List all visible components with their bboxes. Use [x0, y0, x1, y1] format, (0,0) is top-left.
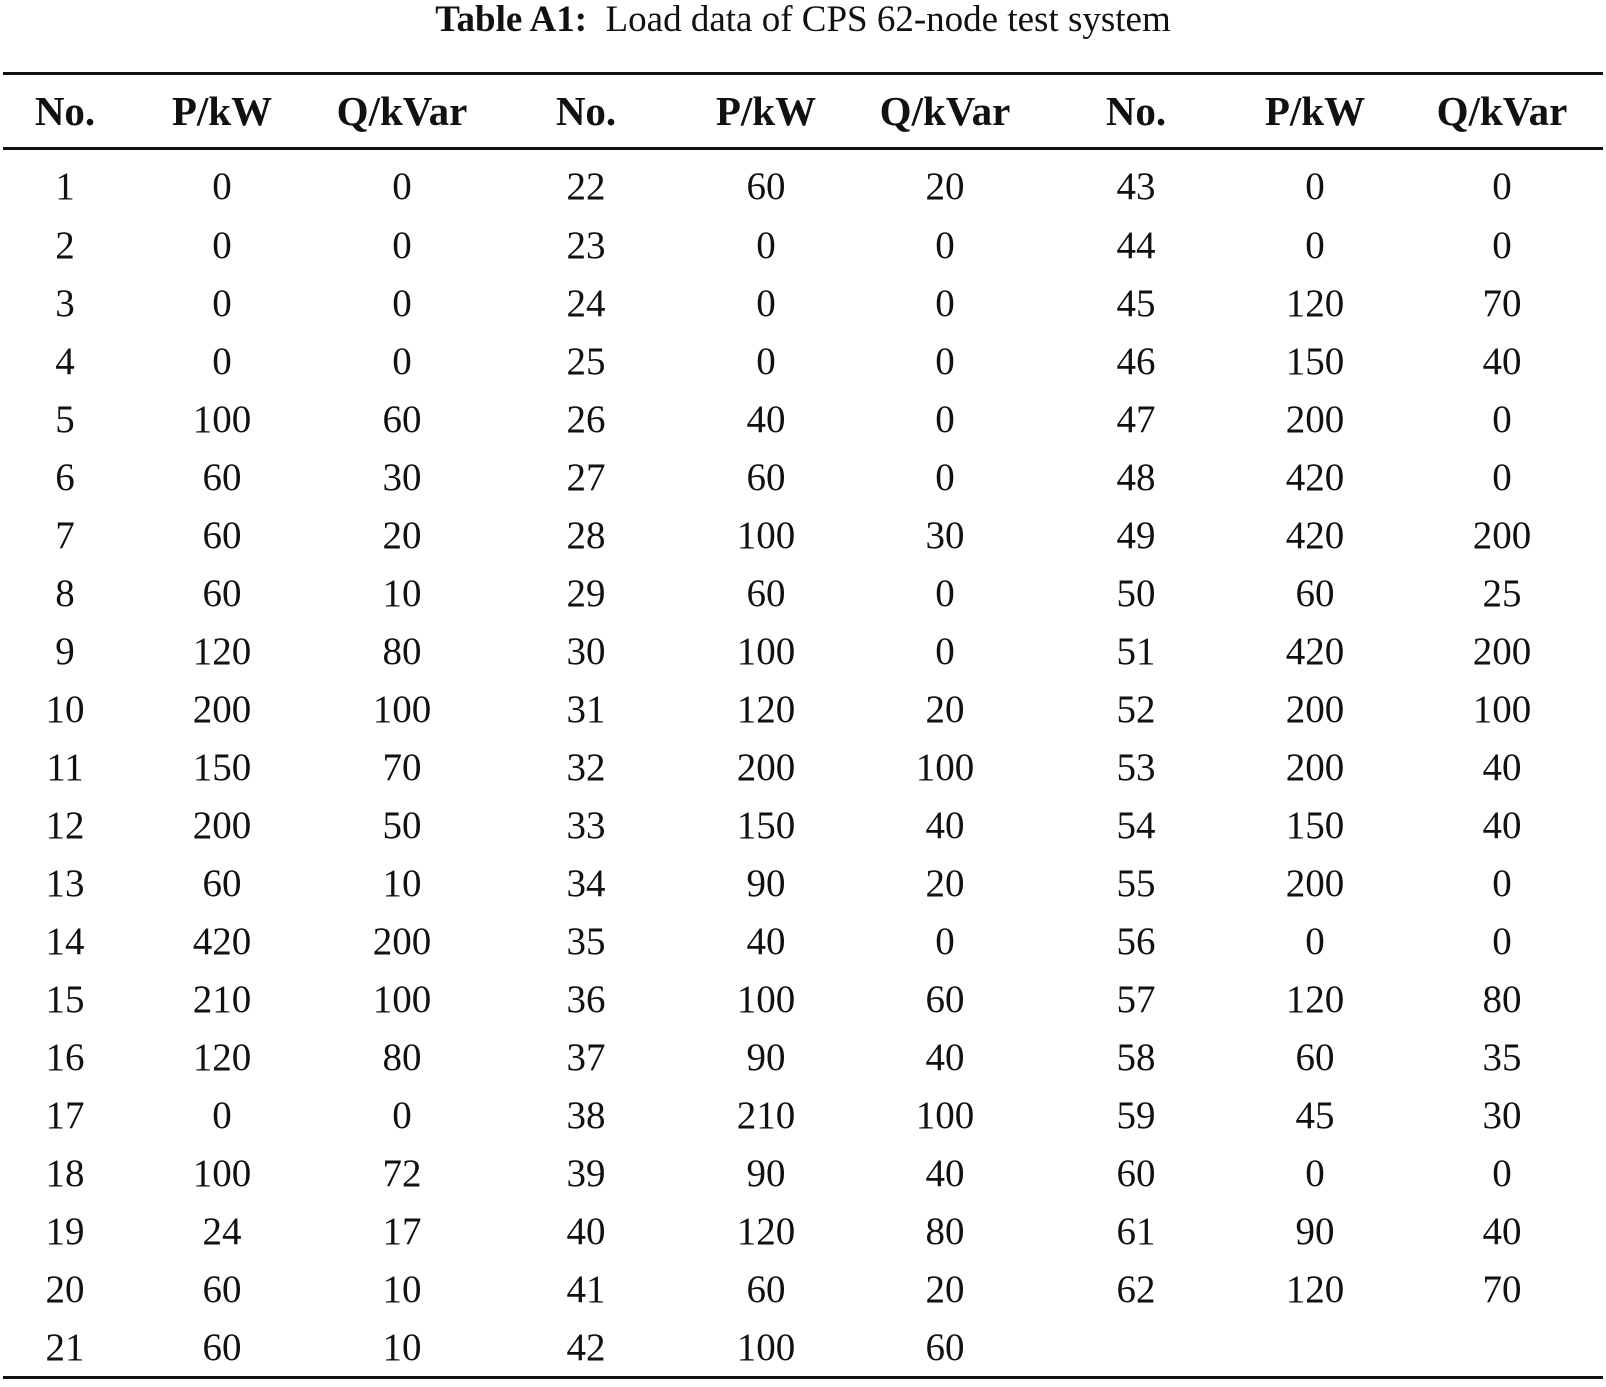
- table-row: [3, 506, 1603, 564]
- table-cell: 55: [1116, 861, 1156, 905]
- table-cell: 20: [925, 164, 965, 208]
- table-cell: 60: [746, 455, 786, 499]
- table-cell: 0: [935, 919, 955, 963]
- header-col-no-1: No.: [34, 88, 96, 134]
- table-cell: 0: [1492, 397, 1512, 441]
- table-cell: 120: [1285, 1267, 1345, 1311]
- table-cell: 100: [736, 513, 796, 557]
- table-cell: 38: [566, 1093, 606, 1137]
- table-row: [3, 149, 1603, 217]
- table-row: [3, 854, 1603, 912]
- table-cell: 120: [736, 687, 796, 731]
- table-row: [3, 448, 1603, 506]
- table-cell: 58: [1116, 1035, 1156, 1079]
- table-cell: 44: [1116, 223, 1156, 267]
- table-cell: 10: [382, 861, 422, 905]
- table-cell: 0: [212, 339, 232, 383]
- table-cell: 60: [1295, 1035, 1335, 1079]
- table-row: [3, 738, 1603, 796]
- table-cell: 90: [746, 1151, 786, 1195]
- table-cell: 0: [1305, 1151, 1325, 1195]
- table-cell: 20: [925, 861, 965, 905]
- table-cell: 37: [566, 1035, 606, 1079]
- table-cell: 90: [1295, 1209, 1335, 1253]
- header-col-q-kvar-2: Q/kVar: [879, 88, 1011, 134]
- table-cell: 100: [736, 1325, 796, 1369]
- table-cell: 20: [925, 687, 965, 731]
- table-cell: 0: [212, 223, 232, 267]
- table-cell: 21: [45, 1325, 85, 1369]
- table-cell: 60: [202, 455, 242, 499]
- table-cell: 0: [392, 281, 412, 325]
- table-cell: 120: [736, 1209, 796, 1253]
- table-cell: 56: [1116, 919, 1156, 963]
- table-cell: 0: [1492, 861, 1512, 905]
- table-cell: 30: [566, 629, 606, 673]
- table-cell: 0: [1305, 164, 1325, 208]
- table-cell: 20: [925, 1267, 965, 1311]
- table-cell: 0: [1492, 223, 1512, 267]
- table-row: [3, 564, 1603, 622]
- table-cell: 13: [45, 861, 85, 905]
- table-cell: 420: [1285, 513, 1345, 557]
- table-row: [3, 1028, 1603, 1086]
- table-cell: 6: [55, 455, 75, 499]
- table-cell: 50: [1116, 571, 1156, 615]
- table-cell: 60: [746, 571, 786, 615]
- table-cell: 100: [736, 977, 796, 1021]
- table-cell: 36: [566, 977, 606, 1021]
- table-cell: 72: [382, 1151, 422, 1195]
- header-col-q-kvar-1: Q/kVar: [336, 88, 468, 134]
- table-cell: 150: [192, 745, 252, 789]
- table-cell: 24: [566, 281, 606, 325]
- table-cell: 0: [1492, 455, 1512, 499]
- table-cell: 60: [925, 977, 965, 1021]
- table-cell: 120: [192, 1035, 252, 1079]
- table-cell: 10: [382, 571, 422, 615]
- table-caption: [0, 0, 1606, 44]
- table-cell: 200: [1285, 687, 1345, 731]
- table-cell: 60: [746, 1267, 786, 1311]
- table-cell: 3: [55, 281, 75, 325]
- caption-text: Load data of CPS 62-node test system: [605, 0, 1171, 40]
- table-cell: 80: [925, 1209, 965, 1253]
- table-cell: 19: [45, 1209, 85, 1253]
- table-cell: 0: [935, 397, 955, 441]
- table-cell: 0: [935, 629, 955, 673]
- table-cell: 200: [1285, 861, 1345, 905]
- table-cell: 11: [46, 745, 84, 789]
- table-cell: 62: [1116, 1267, 1156, 1311]
- table-cell: 29: [566, 571, 606, 615]
- table-cell: 40: [925, 1035, 965, 1079]
- table-cell: [1401, 1318, 1603, 1378]
- table-cell: 100: [372, 687, 432, 731]
- table-row: [3, 1144, 1603, 1202]
- table-cell: 0: [1492, 919, 1512, 963]
- table-cell: 10: [45, 687, 85, 731]
- table-cell: 25: [566, 339, 606, 383]
- table-cell: 0: [935, 339, 955, 383]
- table-cell: 100: [915, 745, 975, 789]
- table-cell: 420: [1285, 455, 1345, 499]
- header-col-p-kw-3: P/kW: [1264, 88, 1366, 134]
- table-cell: 10: [382, 1267, 422, 1311]
- table-row: [3, 1260, 1603, 1318]
- table-cell: 40: [1482, 745, 1522, 789]
- table-cell: 23: [566, 223, 606, 267]
- table-cell: 0: [392, 1093, 412, 1137]
- table-cell: 15: [45, 977, 85, 1021]
- table-cell: 70: [1482, 281, 1522, 325]
- table-cell: 4: [55, 339, 75, 383]
- table-cell: 1: [55, 164, 75, 208]
- table-cell: 0: [1492, 1151, 1512, 1195]
- table-cell: 100: [915, 1093, 975, 1137]
- table-cell: 33: [566, 803, 606, 847]
- table-cell: 80: [1482, 977, 1522, 1021]
- table-cell: 28: [566, 513, 606, 557]
- table-cell: 10: [382, 1325, 422, 1369]
- table-row: [3, 216, 1603, 274]
- table-cell: 5: [55, 397, 75, 441]
- table-cell: 20: [382, 513, 422, 557]
- table-cell: 0: [392, 164, 412, 208]
- table-cell: 150: [1285, 339, 1345, 383]
- table-cell: 90: [746, 1035, 786, 1079]
- table-cell: 0: [1305, 919, 1325, 963]
- table-cell: 60: [925, 1325, 965, 1369]
- table-cell: 420: [1285, 629, 1345, 673]
- table-cell: 14: [45, 919, 85, 963]
- table-cell: 0: [212, 1093, 232, 1137]
- header-col-q-kvar-3: Q/kVar: [1436, 88, 1568, 134]
- table-cell: 30: [925, 513, 965, 557]
- table-cell: [1229, 1318, 1401, 1378]
- table-cell: 200: [192, 803, 252, 847]
- table-cell: 40: [746, 397, 786, 441]
- table-cell: 210: [192, 977, 252, 1021]
- table-cell: 0: [392, 223, 412, 267]
- header-col-no-2: No.: [555, 88, 617, 134]
- table-cell: 25: [1482, 571, 1522, 615]
- table-cell: 150: [736, 803, 796, 847]
- table-cell: 100: [1472, 687, 1532, 731]
- table-cell: 52: [1116, 687, 1156, 731]
- table-cell: 200: [1285, 745, 1345, 789]
- table-cell: 30: [382, 455, 422, 499]
- table-cell: 0: [1492, 164, 1512, 208]
- table-cell: 0: [1305, 223, 1325, 267]
- table-cell: 35: [1482, 1035, 1522, 1079]
- table-cell: 46: [1116, 339, 1156, 383]
- table-cell: 39: [566, 1151, 606, 1195]
- table-row: [3, 680, 1603, 738]
- table-row: [3, 332, 1603, 390]
- table-cell: 90: [746, 861, 786, 905]
- caption-label: Table A1:: [435, 0, 588, 40]
- table-row: [3, 912, 1603, 970]
- table-cell: 32: [566, 745, 606, 789]
- header-col-no-3: No.: [1105, 88, 1167, 134]
- table-row: [3, 622, 1603, 680]
- table-cell: 40: [1482, 1209, 1522, 1253]
- table-cell: 40: [566, 1209, 606, 1253]
- table-cell: 200: [1285, 397, 1345, 441]
- table-cell: 100: [372, 977, 432, 1021]
- table-cell: 0: [212, 281, 232, 325]
- table-cell: 40: [1482, 803, 1522, 847]
- table-cell: 60: [202, 571, 242, 615]
- table-cell: 61: [1116, 1209, 1156, 1253]
- table-cell: 17: [382, 1209, 422, 1253]
- table-cell: 120: [1285, 977, 1345, 1021]
- table-cell: 43: [1116, 164, 1156, 208]
- table-cell: 60: [1116, 1151, 1156, 1195]
- table-cell: 0: [935, 223, 955, 267]
- table-cell: 40: [925, 1151, 965, 1195]
- table-cell: 45: [1295, 1093, 1335, 1137]
- table-cell: 30: [1482, 1093, 1522, 1137]
- table-cell: 120: [192, 629, 252, 673]
- table-cell: 100: [192, 1151, 252, 1195]
- table-cell: 49: [1116, 513, 1156, 557]
- table-row: [3, 796, 1603, 854]
- table-cell: 16: [45, 1035, 85, 1079]
- table-cell: 45: [1116, 281, 1156, 325]
- table-cell: 2: [55, 223, 75, 267]
- table-cell: 7: [55, 513, 75, 557]
- table-cell: 100: [192, 397, 252, 441]
- table-cell: 40: [925, 803, 965, 847]
- table-row: [3, 1318, 1603, 1378]
- table-cell: 22: [566, 164, 606, 208]
- table-cell: 0: [212, 164, 232, 208]
- table-cell: 60: [382, 397, 422, 441]
- table-cell: 8: [55, 571, 75, 615]
- table-cell: 0: [756, 223, 776, 267]
- header-col-p-kw-2: P/kW: [715, 88, 817, 134]
- table-cell: 59: [1116, 1093, 1156, 1137]
- table-cell: 53: [1116, 745, 1156, 789]
- table-cell: 200: [192, 687, 252, 731]
- table-cell: 40: [1482, 339, 1522, 383]
- table-row: [3, 390, 1603, 448]
- table-cell: 70: [1482, 1267, 1522, 1311]
- table-cell: 0: [935, 571, 955, 615]
- table-row: [3, 1202, 1603, 1260]
- table-cell: 200: [1472, 513, 1532, 557]
- table-cell: 26: [566, 397, 606, 441]
- table-cell: 48: [1116, 455, 1156, 499]
- table-cell: 0: [392, 339, 412, 383]
- table-cell: 200: [736, 745, 796, 789]
- table-cell: 17: [45, 1093, 85, 1137]
- table-cell: 100: [736, 629, 796, 673]
- table-cell: 54: [1116, 803, 1156, 847]
- table-cell: 18: [45, 1151, 85, 1195]
- table-cell: 80: [382, 629, 422, 673]
- table-cell: 200: [1472, 629, 1532, 673]
- table-cell: 60: [746, 164, 786, 208]
- table-row: [3, 1086, 1603, 1144]
- table-cell: 210: [736, 1093, 796, 1137]
- table-row: [3, 970, 1603, 1028]
- table-cell: 120: [1285, 281, 1345, 325]
- table-cell: 57: [1116, 977, 1156, 1021]
- table-cell: 12: [45, 803, 85, 847]
- table-cell: [1043, 1318, 1229, 1378]
- table-cell: 80: [382, 1035, 422, 1079]
- table-cell: 35: [566, 919, 606, 963]
- table-cell: 60: [202, 513, 242, 557]
- table-cell: 41: [566, 1267, 606, 1311]
- table-cell: 0: [756, 281, 776, 325]
- table-cell: 20: [45, 1267, 85, 1311]
- table-cell: 24: [202, 1209, 242, 1253]
- table-cell: 50: [382, 803, 422, 847]
- table-cell: 60: [1295, 571, 1335, 615]
- load-data-table: [3, 72, 1603, 1379]
- table-body: [3, 149, 1603, 1378]
- table-cell: 42: [566, 1325, 606, 1369]
- table-cell: 31: [566, 687, 606, 731]
- table-row: [3, 274, 1603, 332]
- table-cell: 200: [372, 919, 432, 963]
- table-cell: 34: [566, 861, 606, 905]
- table-cell: 60: [202, 1325, 242, 1369]
- table-cell: 47: [1116, 397, 1156, 441]
- table-cell: 40: [746, 919, 786, 963]
- table-cell: 150: [1285, 803, 1345, 847]
- header-col-p-kw-1: P/kW: [171, 88, 273, 134]
- table-header-row: [3, 74, 1603, 149]
- table-cell: 27: [566, 455, 606, 499]
- table-cell: 51: [1116, 629, 1156, 673]
- table-cell: 9: [55, 629, 75, 673]
- table-cell: 0: [756, 339, 776, 383]
- table-cell: 60: [202, 861, 242, 905]
- table-cell: 420: [192, 919, 252, 963]
- table-cell: 60: [202, 1267, 242, 1311]
- table-cell: 0: [935, 281, 955, 325]
- table-cell: 70: [382, 745, 422, 789]
- table-cell: 0: [935, 455, 955, 499]
